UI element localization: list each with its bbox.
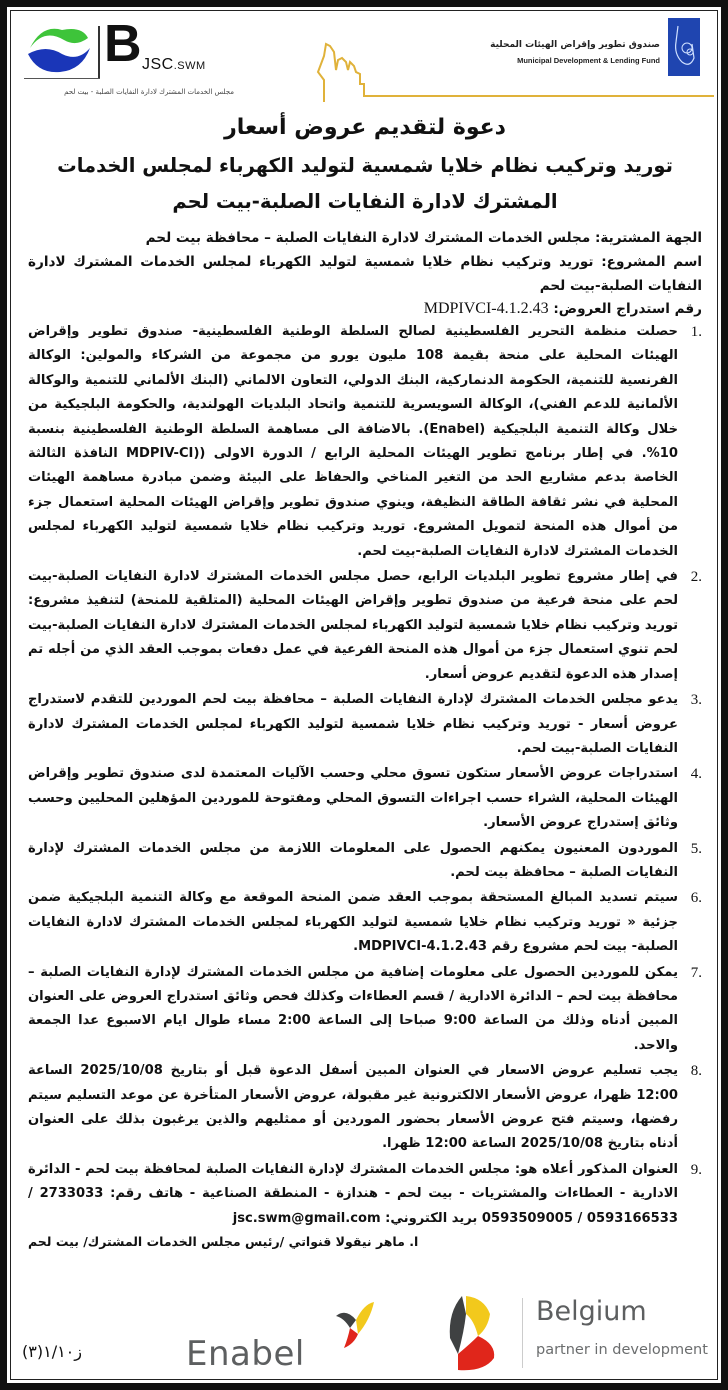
clause-text: في إطار مشروع تطوير البلديات الرابع، حصل مجلس الخدمات المشترك لادارة النفايات الصلبة-بيت لحم على منحة فرعية من صندوق تطوير وإقراض الهيئات المحلية (المتلقية للمنحة) لتنفيذ مشروع: توريد وتركيب نظام خلايا شمسية لتوليد الكهرباء لمجلس الخدمات المشترك لادارة النفايات الصلبة-بيت لحم تنوي استعمال جزء من أموال هذه المنحة الفرعية في عمل دفعات بموجب العقد الذي من أجله تم إصدار هذه الدعوة لتقديم عروض أسعار. bbox=[28, 569, 678, 682]
jsc-text: JSC.SWM bbox=[142, 56, 206, 73]
announcement-subtitle bbox=[28, 148, 702, 220]
enabel-bird-icon bbox=[330, 1298, 390, 1358]
jsc-letter: B bbox=[104, 15, 142, 73]
clause-number: 4. bbox=[690, 766, 702, 783]
header bbox=[14, 12, 714, 100]
purchaser: الجهة المشترية: مجلس الخدمات المشترك لادارة النفايات الصلبة – محافظة بيت لحم bbox=[145, 230, 702, 246]
clause-item bbox=[28, 886, 702, 959]
clause-text: حصلت منظمة التحرير الفلسطينية لصالح السلطة الوطنية الفلسطينية- صندوق تطوير وإقراض الهيئات المحلية على منحة بقيمة 108 مليون يورو من مجموعة من الشركاء والمولين: الوكالة الفرنسية للتنمية، الحكومة الدنماركية، البنك الدولي، التعاون الالماني (البنك الألماني للتنمية والوكالة الألمانية للدعم الفني)، الوكالة السويسرية للتنمية واتحاد البلديات الهولندية، والحكومة البلجيكية من خلال وكالة التنمية البلجيكية (Enabel). بالاضافة الى مساهمة السلطة الوطنية الفلسطينية بنسبة 10%. في إطار برنامج تطوير الهيئات المحلية الرابع / الدورة الاولى ((MDPIV-CI النافذة الثالثة الخاصة بدعم مشاريع الحد من التغير المناخي والحفاظ على البيئة وضمن مبادرة مساهمة الهيئات المحلية في نشر ثقافة الطاقة النظيفة، وينوي صندوق تطوير وإقراض الهيئات المحلية استعمال جزء من أموال هذه المنحة لتمويل المشروع. توريد وتركيب نظام خلايا شمسية لتوليد الكهرباء لمجلس الخدمات المشترك لادارة النفايات الصلبة-بيت لحم. bbox=[28, 324, 679, 559]
clause-text: يمكن للموردين الحصول على معلومات إضافية من مجلس الخدمات المشترك لإدارة النفايات الصلبة – محافظة بيت لحم – الدائرة الادارية / قسم العطاءات وكذلك فحص وثائق استدراج العروض على العنوان المبين أدناه وذلك من الساعة 9:00 صباحا إلى الساعة 2:00 مساء طوال ايام الاسبوع عدا الجمعة والاحد. bbox=[28, 964, 679, 1053]
clause-item bbox=[28, 1158, 702, 1231]
clause-number: 2. bbox=[690, 569, 702, 586]
clause-number: 6. bbox=[690, 890, 702, 907]
enabel-wordmark: Enabel bbox=[186, 1334, 305, 1374]
subtitle-line: توريد وتركيب نظام خلايا شمسية لتوليد الكهرباء لمجلس الخدمات bbox=[57, 154, 673, 177]
clause-item bbox=[28, 837, 702, 886]
publication-code: ز١/١٠(٣) bbox=[22, 1342, 82, 1361]
belgium-logo bbox=[444, 1290, 714, 1378]
jsc-wave-icon bbox=[24, 26, 94, 76]
clause-item bbox=[28, 762, 702, 835]
clause-number: 8. bbox=[690, 1063, 702, 1080]
project-name: اسم المشروع: توريد وتركيب نظام خلايا شمسية لتوليد الكهرباء لمجلس الخدمات المشترك لادارة النفايات الصلبة-بيت لحم bbox=[28, 254, 702, 294]
footer bbox=[14, 1290, 714, 1378]
mdlf-english-name: Municipal Development & Lending Fund bbox=[517, 56, 660, 65]
enabel-logo bbox=[186, 1298, 386, 1378]
clause-item bbox=[28, 961, 702, 1059]
clause-item bbox=[28, 320, 702, 564]
clause-text: استدراجات عروض الأسعار ستكون تسوق محلي وحسب الآليات المعتمدة لدى صندوق تطوير وإقراض الهيئات المحلية، الشراء حسب اجراءات التسوق المحلي ومفتوحة للموردين المؤهلين المحليين وحسب وثائق إستدراج عروض الأسعار. bbox=[28, 766, 678, 831]
rfq-number bbox=[28, 298, 702, 320]
clause-number: 1. bbox=[690, 324, 702, 340]
belgium-wordmark: Belgium bbox=[536, 1296, 647, 1327]
logo-divider bbox=[98, 26, 100, 78]
jsc-subtitle: مجلس الخدمات المشترك لادارة النفايات الصلبة - بيت لحم bbox=[64, 88, 234, 96]
signature: ا. ماهر نيقولا قنواتي /رئيس مجلس الخدمات المشترك/ بيت لحم bbox=[28, 1234, 419, 1250]
clause-text: العنوان المذكور أعلاه هو: مجلس الخدمات المشترك لإدارة النفايات الصلبة لمحافظة بيت لحم - الدائرة الادارية - العطاءات والمشتريات - بيت لحم - هندازة - المنطقة الصناعية - هاتف رقم: 2733033 / 0593166533 / 0593509005 بريد الكتروني: jsc.swm@gmail.com bbox=[28, 1161, 678, 1226]
clause-number: 7. bbox=[690, 964, 702, 981]
rfq-label: رقم استدراج العروض: bbox=[553, 301, 702, 317]
clauses-list bbox=[28, 320, 702, 1231]
clause-text: سيتم تسديد المبالغ المستحقة بموجب العقد ضمن المنحة الموقعة مع وكالة التنمية البلجيكية ضمن جزئية « توريد وتركيب نظام خلايا شمسية لتوليد الكهرباء لمجلس الخدمات المشترك لادارة النفايات الصلبة- بيت لحم مشروع رقم MDPIVCI-4.1.2.43. bbox=[28, 890, 678, 955]
clause-item bbox=[28, 565, 702, 687]
clause-number: 9. bbox=[690, 1161, 702, 1178]
mdlf-hand-icon bbox=[668, 18, 700, 76]
rfq-code: MDPIVCI-4.1.2.43 bbox=[423, 300, 549, 317]
clause-text: يجب تسليم عروض الاسعار في العنوان المبين أسفل الدعوة قبل أو بتاريخ 2025/10/08 الساعة 12:00 ظهرا، عروض الأسعار الالكترونية غير مقبولة، عروض الأسعار المتأخرة عن موعد التسليم سيتم رفضها، وسيتم فتح عروض الأسعار بحضور الموردين أو ممثليهم والذين يرغبون بذلك على العنوان أدناه بتاريخ 2025/10/08 الساعة 12:00 ظهرا. bbox=[28, 1063, 678, 1152]
announcement-body bbox=[28, 110, 702, 1252]
clause-text: يدعو مجلس الخدمات المشترك لإدارة النفايات الصلبة – محافظة بيت لحم الموردين للتقدم لاستدراج عروض أسعار - توريد وتركيب نظام خلايا شمسية لتوليد الكهرباء لمجلس الخدمات المشترك لادارة النفايات الصلبة-بيت لحم. bbox=[28, 692, 678, 756]
jsc-swm-logo bbox=[24, 15, 244, 104]
clause-text: الموردون المعنيون يمكنهم الحصول على المعلومات اللازمة من مجلس الخدمات المشترك لإدارة النفايات الصلبة – محافظة بيت لحم. bbox=[28, 840, 678, 880]
belgium-tagline: partner in development bbox=[536, 1342, 708, 1358]
clause-number: 5. bbox=[690, 840, 702, 857]
clause-number: 3. bbox=[690, 692, 702, 709]
announcement-title: دعوة لتقديم عروض أسعار bbox=[224, 115, 506, 140]
belgium-flag-mark-icon bbox=[444, 1292, 504, 1374]
mdlf-logo bbox=[470, 14, 700, 74]
clause-item bbox=[28, 688, 702, 761]
clause-item bbox=[28, 1059, 702, 1157]
logo-underline bbox=[24, 78, 100, 79]
subtitle-line: المشترك لادارة النفايات الصلبة-بيت لحم bbox=[172, 190, 558, 213]
mdlf-arabic-name: صندوق تطوير وإقراض الهيئات المحلية bbox=[490, 40, 660, 50]
logo-divider bbox=[522, 1298, 523, 1368]
